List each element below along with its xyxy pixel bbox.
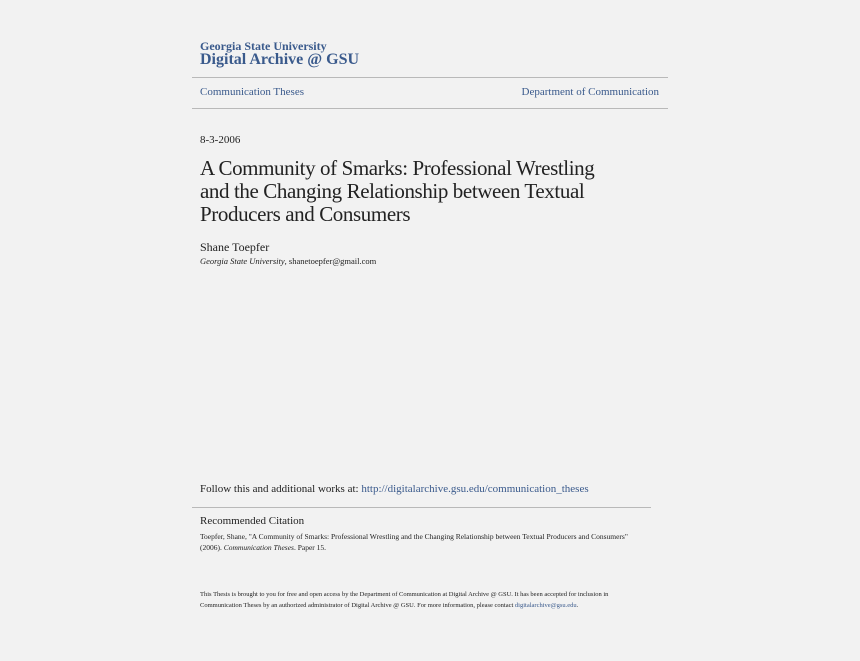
notice-end: . (576, 602, 579, 609)
author-affiliation (200, 256, 376, 266)
notice-text: This Thesis is brought to you for free and open access by the Department of Communication at Digital Archive @ GSU. It has been accepted for inclusion in Communication Theses by an authorized administrator of Digital Archive @ GSU. For more information, please contact (200, 591, 609, 609)
citation-text (200, 531, 640, 553)
title-line: Producers and Consumers (200, 202, 411, 226)
follow-line (200, 483, 589, 495)
institution-name: Georgia State University (200, 39, 327, 53)
access-notice (200, 589, 640, 611)
header-divider-top (192, 77, 668, 78)
citation-part: Toepfer, Shane, "A Community of Smarks: Professional Wrestling and the Changing Relationship between Textual Producers and Consumers" (2006). (200, 532, 628, 552)
citation-series: Communication Theses (223, 543, 294, 552)
department-link[interactable]: Department of Communication (521, 86, 659, 98)
affiliation-university: Georgia State University (200, 256, 285, 266)
header-divider-bottom (192, 108, 668, 109)
publication-date: 8-3-2006 (200, 134, 241, 146)
affiliation-email: , shanetoepfer@gmail.com (284, 256, 377, 266)
archive-name[interactable]: Digital Archive @ GSU (200, 51, 360, 68)
citation-divider (192, 507, 651, 508)
paper-title (200, 157, 640, 226)
title-line: and the Changing Relationship between Textual (200, 179, 585, 203)
title-line: A Community of Smarks: Professional Wrestling (200, 156, 595, 180)
communication-theses-link[interactable]: Communication Theses (200, 86, 304, 98)
collection-url-link[interactable]: http://digitalarchive.gsu.edu/communication_theses (361, 483, 589, 495)
author-name: Shane Toepfer (200, 240, 270, 254)
citation-part: . Paper 15. (293, 543, 327, 552)
follow-prefix: Follow this and additional works at: (200, 483, 362, 495)
contact-email-link[interactable]: digitalarchive@gsu.edu (514, 602, 577, 609)
recommended-citation-heading: Recommended Citation (200, 515, 305, 527)
